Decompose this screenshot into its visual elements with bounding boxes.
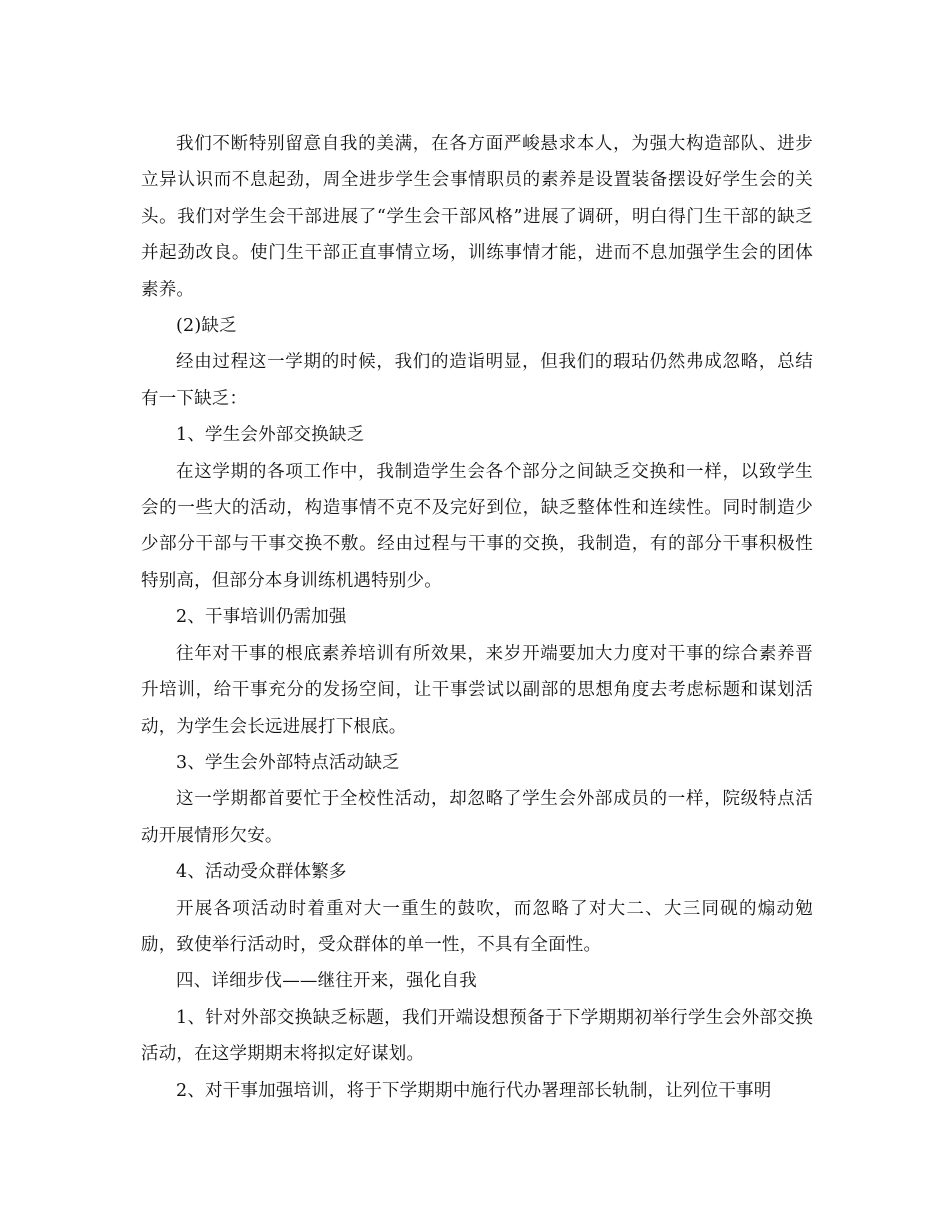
paragraph: 我们不断特别留意自我的美满，在各方面严峻悬求本人，为强大构造部队、进步立异认识而不息起劲，周全进步学生会事情职员的素养是设置装备摆设好学生会的关头。我们对学生会干部进展了“学生会干部风格”进展了调研，明白得门生干部的缺乏并起劲改良。使门生干部正直事情立场，训练事情才能，进而不息加强学生会的团体素养。	[141, 134, 813, 300]
paragraph: 1、学生会外部交换缺乏	[176, 425, 365, 446]
paragraph: 在这学期的各项工作中，我制造学生会各个部分之间缺乏交换和一样，以致学生会的一些大的活动，构造事情不克不及完好到位，缺乏整体性和连续性。同时制造少少部分干部与干事交换不敷。经由过程与干事的交换，我制造，有的部分干事积极性特别高，但部分本身训练机遇特别少。	[141, 461, 813, 591]
paragraph: 2、对干事加强培训，将于下学期期中施行代办署理部长轨制，让列位干事明	[176, 1080, 772, 1101]
paragraph: 3、学生会外部特点活动缺乏	[176, 752, 400, 773]
paragraph: 四、详细步伐——继往开来，强化自我	[176, 971, 477, 992]
paragraph: 这一学期都首要忙于全校性活动，却忽略了学生会外部成员的一样，院级特点活动开展情形欠安。	[141, 789, 813, 846]
paragraph: 经由过程这一学期的时候，我们的造诣明显，但我们的瑕玷仍然弗成忽略，总结有一下缺乏：	[141, 352, 813, 409]
document-body	[141, 126, 813, 1109]
paragraph: 2、干事培训仍需加强	[176, 607, 347, 628]
paragraph: 4、活动受众群体繁多	[176, 862, 347, 883]
paragraph: 往年对干事的根底素养培训有所效果，来岁开端要加大力度对干事的综合素养晋升培训，给干事充分的发扬空间，让干事尝试以副部的思想角度去考虑标题和谋划活动，为学生会长远进展打下根底。	[141, 643, 813, 737]
paragraph: (2)缺乏	[176, 316, 237, 337]
paragraph: 开展各项活动时着重对大一重生的鼓吹，而忽略了对大二、大三同砚的煽动勉励，致使举行活动时，受众群体的单一性，不具有全面性。	[141, 898, 813, 955]
paragraph: 1、针对外部交换缺乏标题，我们开端设想预备于下学期期初举行学生会外部交换活动，在这学期期末将拟定好谋划。	[141, 1007, 813, 1065]
